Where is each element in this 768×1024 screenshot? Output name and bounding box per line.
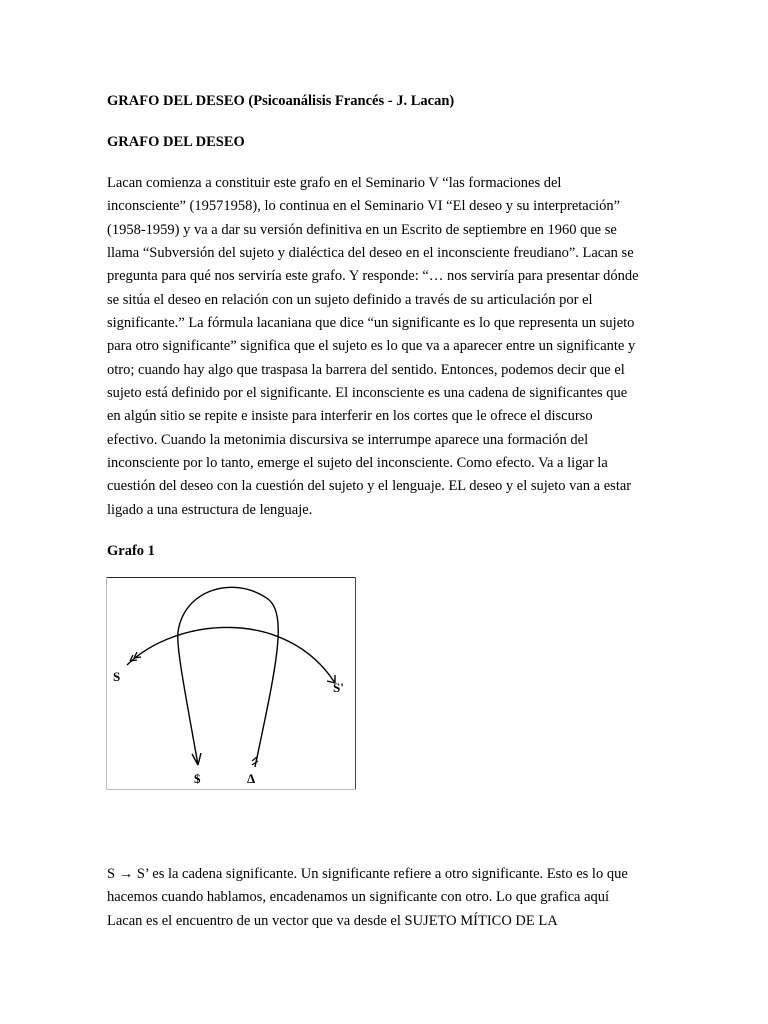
paragraph-line: cuestión del deseo con la cuestión del sujeto y el lenguaje. EL deseo y el sujeto van a estar: [107, 478, 632, 495]
document-title: GRAFO DEL DESEO (Psicoanálisis Francés - J. Lacan): [107, 93, 455, 109]
label-barred-s: $: [194, 771, 201, 786]
intro-paragraph: [107, 172, 667, 522]
signifying-chain-arc: [127, 627, 335, 683]
paragraph-line: S → S’ es la cadena significante. Un significante refiere a otro significante. Esto es lo que: [107, 866, 628, 882]
section-title: GRAFO DEL DESEO: [107, 134, 245, 150]
paragraph-line: Lacan comienza a constituir este grafo en el Seminario V “las formaciones del: [107, 175, 562, 191]
paragraph-line: se sitúa el deseo en relación con un sujeto definido a través de su articulación por el: [107, 291, 593, 308]
paragraph-line: ligado a una estructura de lenguaje.: [107, 501, 313, 518]
chain-start-arrowhead-second: [134, 652, 141, 658]
label-s-prime: S': [333, 680, 344, 695]
paragraph-line: efectivo. Cuando la metonimia discursiva se interrumpe aparece una formación del: [107, 431, 589, 448]
paragraph-line: inconsciente por lo tanto, emerge el sujeto del inconsciente. Como efecto. Va a ligar la: [107, 455, 608, 472]
paragraph-line: otro; cuando hay algo que traspasa la barrera del sentido. Entonces, podemos decir que el: [107, 361, 625, 378]
paragraph-line: para otro significante” significa que el sujeto es lo que va a aparecer entre un significante y: [107, 338, 636, 355]
label-delta: Δ: [247, 771, 256, 786]
label-s: S: [113, 669, 121, 684]
paragraph-line: pregunta para qué nos serviría este grafo. Y responde: “… nos serviría para presentar dónde: [107, 268, 639, 285]
paragraph-line: Lacan es el encuentro de un vector que va desde el SUJETO MÍTICO DE LA: [107, 912, 558, 929]
paragraph-line: significante.” La fórmula lacaniana que dice “un significante es lo que representa un sujeto: [107, 315, 635, 332]
paragraph-line: hacemos cuando hablamos, encadenamos un significante con otro. Lo que grafica aquí: [107, 889, 610, 906]
paragraph-line: inconsciente” (19571958), lo continua en el Seminario VI “El deseo y su interpretación”: [107, 198, 621, 215]
graph-diagram: [106, 577, 356, 790]
graph-of-desire-figure: [106, 577, 356, 790]
intention-vector-loop: [178, 587, 278, 767]
paragraph-line: en algún sitio se repite e insiste para interferir en los cortes que le ofrece el discurso: [107, 408, 593, 425]
paragraph-line: sujeto está definido por el significante. El inconsciente es una cadena de significantes que: [107, 385, 628, 402]
paragraph-line: (1958-1959) y va a dar su versión definitiva en un Escrito de septiembre en 1960 que se: [107, 221, 617, 238]
signifying-chain-paragraph: [107, 863, 667, 933]
paragraph-line: llama “Subversión del sujeto y dialéctica del deseo en el inconsciente freudiano”. Lacan se: [107, 245, 634, 262]
figure-label: Grafo 1: [107, 543, 155, 559]
